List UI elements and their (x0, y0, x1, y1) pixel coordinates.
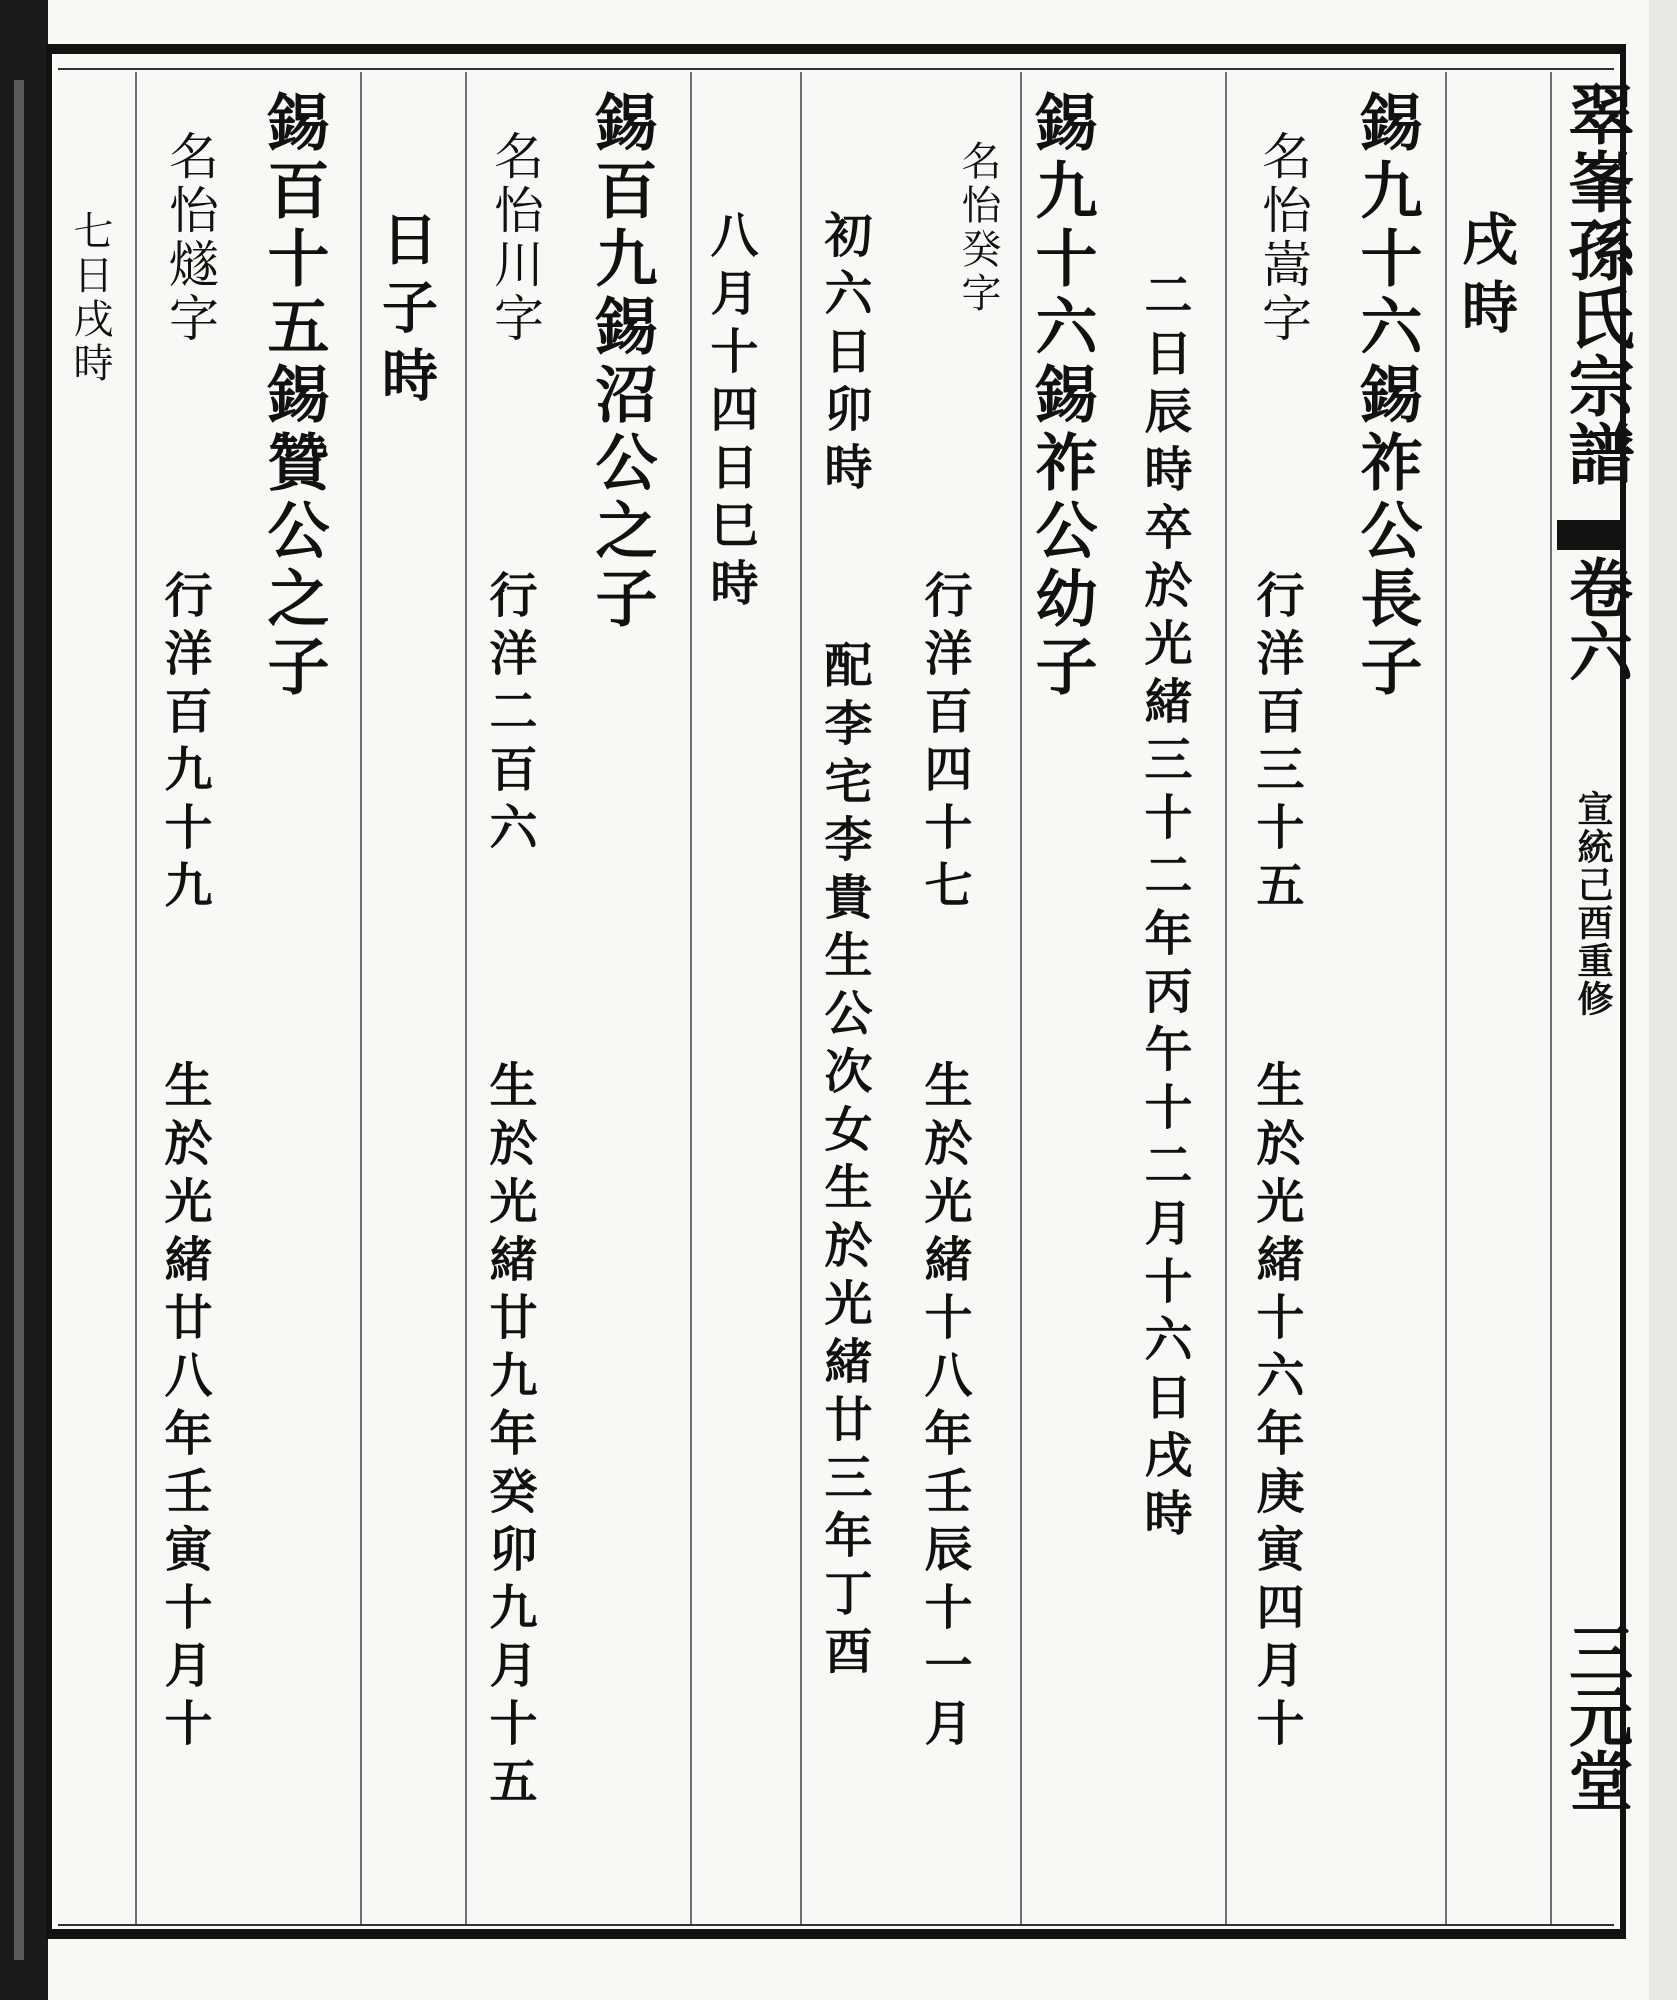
volume-marker-block (1557, 520, 1625, 550)
column-rule (360, 72, 362, 1924)
column-rule (1445, 72, 1447, 1924)
text-column-12-lineage: 錫百十五錫贊公之子 (257, 90, 330, 702)
book-title: 翠峯孫氏宗譜 (1557, 80, 1635, 488)
text-column-5-lineage: 錫九十六錫祚公幼子 (1025, 90, 1098, 702)
text-column-14: 七日戌時 (67, 210, 113, 386)
text-column-10-birth: 生於光緒廿九年癸卯九月十五 (481, 1060, 537, 1814)
text-column-8: 八月十四日巳時 (702, 210, 758, 616)
text-column-13-rank: 行洋百九十九 (156, 570, 212, 918)
binding-edge (0, 0, 48, 2000)
text-column-10-name: 名怡川字 (486, 130, 544, 346)
column-rule (1550, 72, 1552, 1924)
text-column-2-lineage: 錫九十六錫祚公長子 (1350, 90, 1423, 702)
column-rule (1020, 72, 1022, 1924)
text-column-4: 二日辰時卒於光緒三十二年丙午十二月十六日戌時 (1136, 270, 1192, 1546)
page-right-margin (1649, 0, 1677, 2000)
text-column-3-rank: 行洋百三十五 (1248, 570, 1304, 918)
text-column-10-rank: 行洋二百六 (481, 570, 537, 860)
text-column-6-rank: 行洋百四十七 (916, 570, 972, 918)
text-column-7-spouse: 配李宅李貴生公次女生於光緒廿三年丁酉 (816, 640, 872, 1684)
column-rule (690, 72, 692, 1924)
edition-note: 宣統己酉重修 (1572, 790, 1614, 1018)
column-rule (465, 72, 467, 1924)
text-column-6-name: 名怡癸字 (955, 140, 1001, 316)
text-column-13-name: 名怡燧字 (161, 130, 219, 346)
text-column-6-birth: 生於光緒十八年壬辰十一月 (916, 1060, 972, 1756)
column-rule (135, 72, 137, 1924)
text-column-1: 戌時 (1453, 210, 1519, 346)
column-rule (800, 72, 802, 1924)
text-column-3-birth: 生於光緒十六年庚寅四月十 (1248, 1060, 1304, 1756)
text-column-3-name: 名怡嵩字 (1254, 130, 1312, 346)
text-column-7-date: 初六日卯時 (816, 210, 872, 500)
volume-label: 卷六 (1558, 555, 1633, 683)
text-column-11: 日子時 (373, 210, 439, 414)
text-column-9-lineage: 錫百九錫沼公之子 (585, 90, 658, 634)
column-rule (1225, 72, 1227, 1924)
text-column-13-birth: 生於光緒廿八年壬寅十月十 (156, 1060, 212, 1756)
fold-label: 三元堂 (1558, 1620, 1633, 1812)
binding-gutter (14, 80, 24, 1960)
